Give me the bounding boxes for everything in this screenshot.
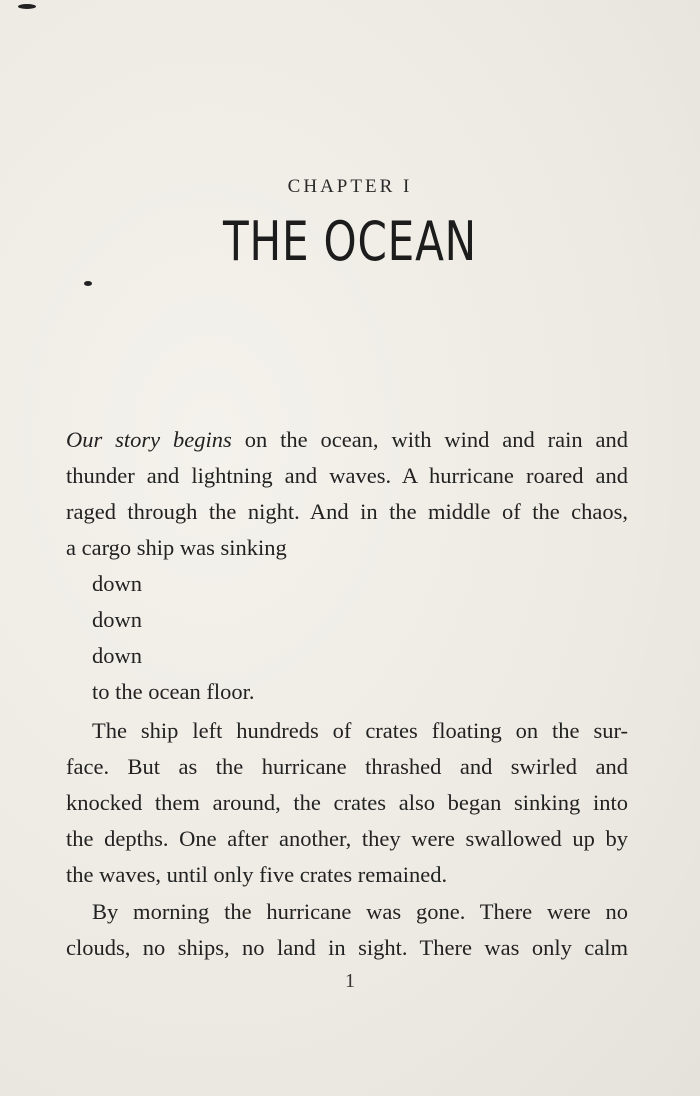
text-line: the waves, until only five crates remained. — [66, 862, 448, 887]
text-line: the depths. One after another, they were swallowed up by — [66, 826, 628, 851]
text-line: clouds, no ships, no land in sight. There was only calm — [66, 935, 628, 960]
ink-speck — [84, 281, 92, 286]
body-paragraph-3 — [66, 894, 628, 966]
chapter-label: CHAPTER I — [287, 176, 413, 197]
text-line: down — [92, 607, 142, 632]
text-line: thunder and lightning and waves. A hurricane roared and — [66, 463, 628, 488]
text-line: down — [92, 643, 142, 668]
text-line: Our story begins on the ocean, with wind and rain and — [66, 427, 628, 452]
body-paragraph-1 — [66, 422, 628, 566]
ink-speck — [18, 4, 36, 9]
body-sinking-lines — [66, 566, 628, 710]
text-line: face. But as the hurricane thrashed and swirled and — [66, 754, 628, 779]
text-line: By morning the hurricane was gone. There were no — [92, 899, 628, 924]
chapter-title: THE OCEAN — [223, 210, 477, 273]
text-line: a cargo ship was sinking — [66, 535, 287, 560]
text-line: The ship left hundreds of crates floating on the sur- — [92, 718, 628, 743]
text-line: knocked them around, the crates also began sinking into — [66, 790, 628, 815]
text-line: down — [92, 571, 142, 596]
text-line: raged through the night. And in the middle of the chaos, — [66, 499, 628, 524]
body-paragraph-2 — [66, 713, 628, 893]
page-number: 1 — [345, 970, 355, 992]
text-line: to the ocean floor. — [92, 679, 255, 704]
